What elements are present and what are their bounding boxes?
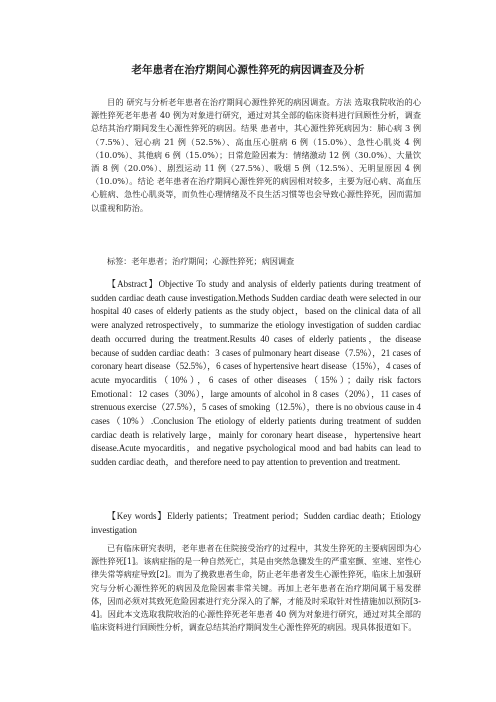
document-title: 老年患者在治疗期间心源性猝死的病因调查及分析 <box>131 64 365 76</box>
chinese-keywords: 标签：老年患者；治疗期间；心源性猝死；病因调查 <box>107 256 295 266</box>
english-abstract: 【Abstract】Objective To study and analysis of elderly patients during treatment of sudden cardiac death cause investigation.Methods Sudden cardiac death were selected in our hospital 40 cases of elderly patients as the study object，based on the clinical data of all were analyzed retrospectively，to summarize the etiology investigation of sudden cardiac death occurred during the treatment.Results 40 cases of elderly patients，the disease because of sudden cardiac death：3 cases of pulmonary heart disease（7.5%），21 cases of coronary heart disease（52.5%），6 cases of hypertensive heart disease（15%），4 cases of acute myocarditis（10%），6 cases of other diseases（15%）；daily risk factors Emotional：12 cases（30%），large amounts of alcohol in 8 cases（20%），11 cases of strenuous exercise（27.5%），5 cases of smoking（12.5%），there is no obvious cause in 4 cases（10%）.Conclusion The etiology of elderly patients during treatment of sudden cardiac death is relatively large，mainly for coronary heart disease，hypertensive heart disease.Acute myocarditis，and negative psychological mood and bad habits can lead to sudden cardiac death，and therefore need to pay attention to prevention and treatment. <box>91 279 421 468</box>
english-keywords: 【Key words】Elderly patients；Treatment period；Sudden cardiac death；Etiology investigation <box>91 511 421 535</box>
chinese-abstract: 目的 研究与分析老年患者在治疗期间心源性猝死的病因调查。方法 选取我院收治的心源性猝死老年患者 40 例为对象进行研究，通过对其全部的临床资料进行回顾性分析，调查总结其治疗期间发生心源性猝死的病因。结果 患者中，其心源性猝死病因为：肺心病 3 例（7.5%）、冠心病 21 例（52.5%）、高血压心脏病 6 例（15.0%）、急性心肌炎 4 例（10.0%）、其他病 6 例（15.0%）；日常危险因素为：情绪激动 12 例（30.0%）、大量饮酒 8 例（20.0%）、剧烈运动 11 例（27.5%）、吸烟 5 例（12.5%）、无明显原因 4 例（10.0%）。结论 老年患者在治疗期间心源性猝死的病因相对较多，主要为冠心病、高血压心脏病、急性心肌炎等，而负性心理情绪及不良生活习惯等也会导致心源性猝死，因而需加以重视和防治。 <box>91 97 421 213</box>
introduction-paragraph: 已有临床研究表明，老年患者在住院接受治疗的过程中，其发生猝死的主要病因即为心源性猝死[1]。该病症指的是一种自然死亡，其是由突然急骤发生的严重室颤、室速、室性心律失常等病症导致[2]。而为了挽救患者生命，防止老年患者发生心源性猝死，临床上加强研究与分析心源性猝死的病因及危险因素非常关键。再加上老年患者在治疗期间属于易发群体，因而必须对其致死危险因素进行充分深入的了解，才能及时采取针对性措施加以预防[3-4]。因此本文选取我院收治的心源性猝死老年患者 40 例为对象进行研究，通过对其全部的临床资料进行回顾性分析，调查总结其治疗期间发生心源性猝死的病因。现具体报道如下。 <box>91 543 421 633</box>
